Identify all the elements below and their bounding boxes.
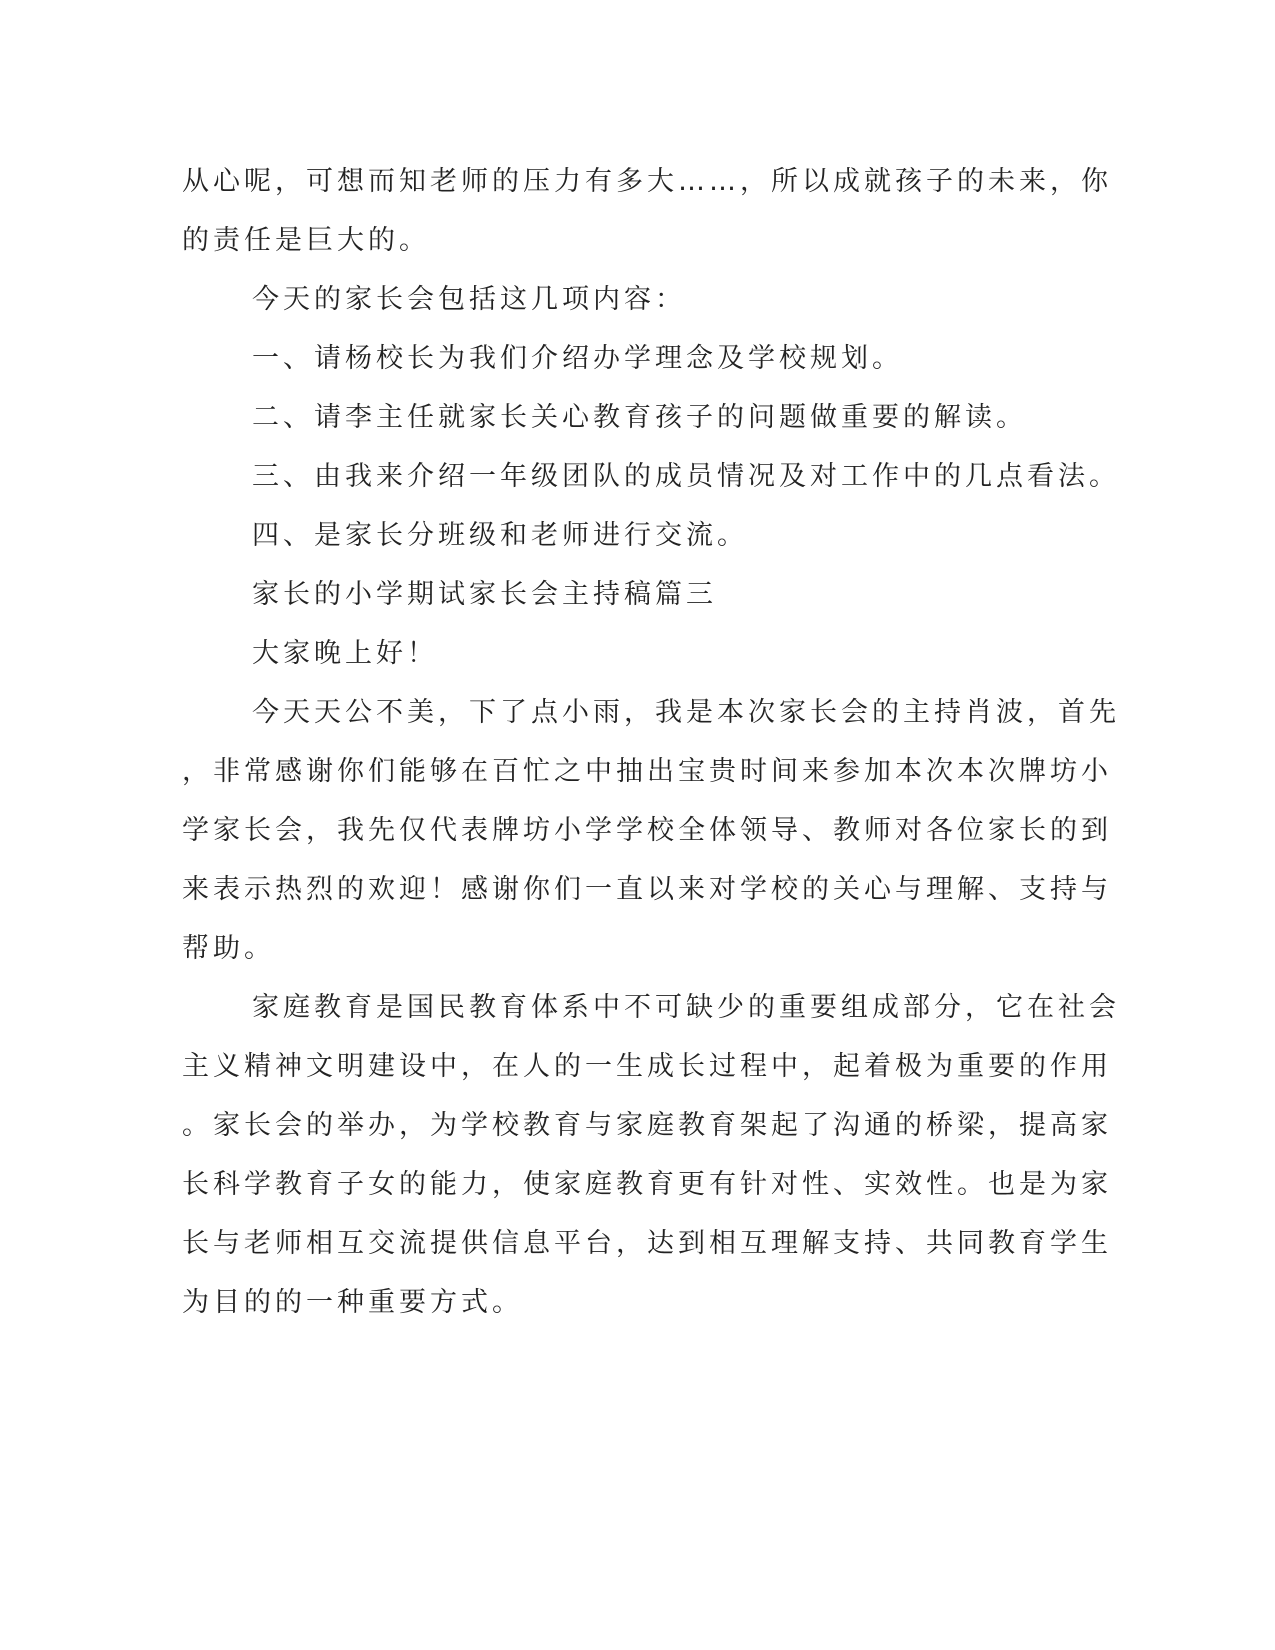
line-7: 四、是家长分班级和老师进行交流。 bbox=[252, 520, 748, 551]
line-17: 。家长会的举办，为学校教育与家庭教育架起了沟通的桥梁，提高家 bbox=[182, 1110, 1112, 1141]
line-4: 一、请杨校长为我们介绍办学理念及学校规划。 bbox=[252, 343, 903, 374]
line-11: ，非常感谢你们能够在百忙之中抽出宝贵时间来参加本次本次牌坊小 bbox=[182, 756, 1112, 787]
line-6: 三、由我来介绍一年级团队的成员情况及对工作中的几点看法。 bbox=[252, 461, 1120, 492]
line-15: 家庭教育是国民教育体系中不可缺少的重要组成部分，它在社会 bbox=[252, 992, 1120, 1023]
line-8: 家长的小学期试家长会主持稿篇三 bbox=[252, 579, 717, 610]
line-20: 为目的的一种重要方式。 bbox=[182, 1287, 523, 1318]
line-9: 大家晚上好！ bbox=[252, 638, 438, 669]
line-1: 从心呢，可想而知老师的压力有多大……，所以成就孩子的未来，你 bbox=[182, 166, 1112, 197]
line-3: 今天的家长会包括这几项内容： bbox=[252, 284, 686, 315]
line-13: 来表示热烈的欢迎！感谢你们一直以来对学校的关心与理解、支持与 bbox=[182, 874, 1112, 905]
line-2: 的责任是巨大的。 bbox=[182, 225, 430, 256]
line-16: 主义精神文明建设中，在人的一生成长过程中，起着极为重要的作用 bbox=[182, 1051, 1112, 1082]
line-10: 今天天公不美，下了点小雨，我是本次家长会的主持肖波，首先 bbox=[252, 697, 1120, 728]
line-12: 学家长会，我先仅代表牌坊小学学校全体领导、教师对各位家长的到 bbox=[182, 815, 1112, 846]
line-14: 帮助。 bbox=[182, 933, 275, 964]
line-5: 二、请李主任就家长关心教育孩子的问题做重要的解读。 bbox=[252, 402, 1027, 433]
line-19: 长与老师相互交流提供信息平台，达到相互理解支持、共同教育学生 bbox=[182, 1228, 1112, 1259]
line-18: 长科学教育子女的能力，使家庭教育更有针对性、实效性。也是为家 bbox=[182, 1169, 1112, 1200]
